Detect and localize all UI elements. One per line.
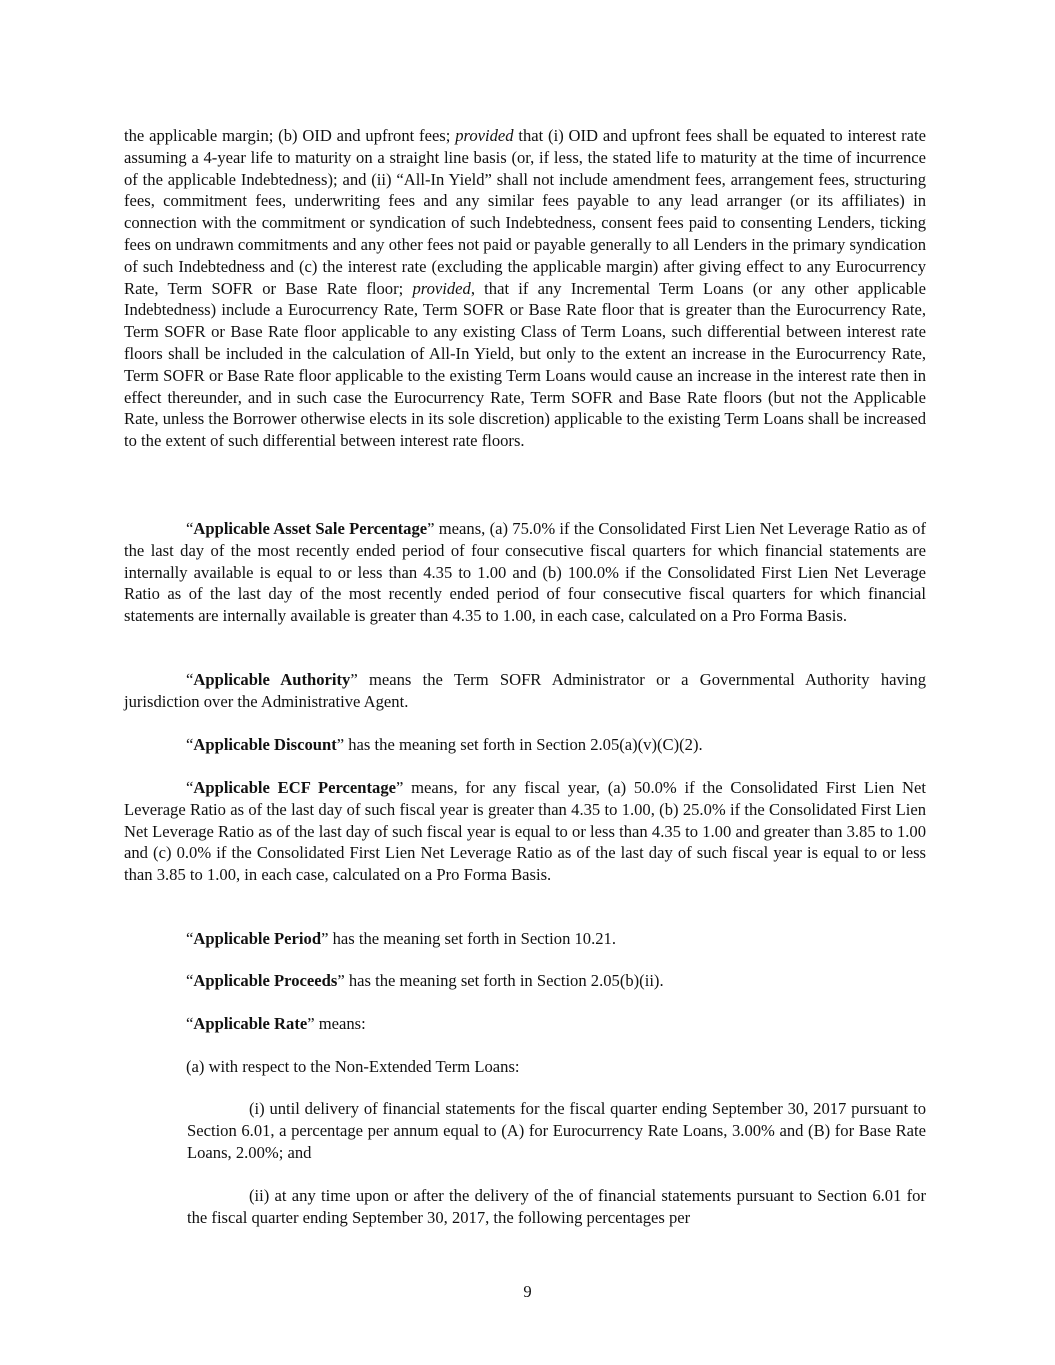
definition-text: ” means, (a) 75.0% if the Consolidated First Lien Net Leverage Ratio as of the last day of the most recently ended period of four consecutive fiscal quarters for which financial statements are internally available is equal to or less than 4.35 to 1.00 and (b) 100.0% if the Consolidated First Lien Net Leverage Ratio as of the last day of the most recently ended period of four consecutive fiscal quarters for which financial statements are internally available is greater than 4.35 to 1.00, in each case, calculated on a Pro Forma Basis.	[124, 519, 926, 626]
definition-text: ” has the meaning set forth in Section 10.21.	[321, 929, 616, 948]
definition-text: ” means:	[307, 1014, 366, 1033]
defined-term: Applicable Discount	[193, 735, 337, 754]
italic-provided: provided	[455, 126, 514, 145]
clause-ii-after-delivery: (ii) at any time upon or after the delivery of the of financial statements pursuant to Section 6.01 for the fiscal quarter ending September 30, 2017, the following percentages per	[187, 1186, 926, 1227]
text-run: that (i) OID and upfront fees shall be equated to interest rate assuming a 4-year life to maturity on a straight line basis (or, if less, the stated life to maturity at the time of incurrence of the applicable Indebtedness); and (ii) “All-In Yield” shall not include amendment fees, arrangement fees, structuring fees, commitment fees, underwriting fees and any similar fees payable to any lead arranger (or its affiliates) in connection with the commitment or syndication of such Indebtedness, consent fees paid to consenting Lenders, ticking fees on undrawn commitments and any other fees not paid or payable generally to all Lenders in the primary syndication of such Indebtedness and (c) the interest rate (excluding the applicable margin) after giving effect to any Eurocurrency Rate, Term SOFR or Base Rate floor;	[124, 126, 926, 298]
definition-applicable-asset-sale-percentage	[124, 518, 926, 627]
open-quote: “	[186, 971, 194, 990]
paragraph-all-in-yield-continuation	[124, 125, 926, 452]
definition-applicable-rate	[124, 1013, 926, 1035]
definition-text: ” has the meaning set forth in Section 2.05(b)(ii).	[337, 971, 664, 990]
definition-applicable-authority	[124, 669, 926, 713]
defined-term: Applicable ECF Percentage	[193, 778, 396, 797]
open-quote: “	[186, 735, 194, 754]
definition-text: ” means, for any fiscal year, (a) 50.0% if the Consolidated First Lien Net Leverage Ratio as of the last day of such fiscal year is greater than 4.35 to 1.00, (b) 25.0% if the Consolidated First Lien Net Leverage Ratio as of the last day of such fiscal year is equal to or less than 4.35 to 1.00 and greater than 3.85 to 1.00 and (c) 0.0% if the Consolidated First Lien Net Leverage Ratio as of the last day of such fiscal year is equal to or less than 3.85 to 1.00, in each case, calculated on a Pro Forma Basis.	[124, 778, 927, 885]
definition-text: ” means the Term SOFR Administrator or a Governmental Authority having jurisdiction over the Administrative Agent.	[124, 670, 926, 711]
text-run: the applicable margin; (b) OID and upfront fees;	[124, 126, 456, 145]
defined-term: Applicable Rate	[193, 1014, 308, 1033]
open-quote: “	[186, 670, 194, 689]
defined-term: Applicable Proceeds	[193, 971, 338, 990]
open-quote: “	[186, 778, 194, 797]
clause-i-until-delivery: (i) until delivery of financial statements for the fiscal quarter ending September 30, 2017 pursuant to Section 6.01, a percentage per annum equal to (A) for Eurocurrency Rate Loans, 3.00% and (B) for Base Rate Loans, 2.00%; and	[187, 1099, 926, 1162]
definition-applicable-period	[124, 928, 926, 950]
defined-term: Applicable Asset Sale Percentage	[193, 519, 428, 538]
definition-applicable-ecf-percentage	[124, 777, 926, 886]
definition-applicable-discount	[124, 734, 926, 756]
open-quote: “	[186, 519, 194, 538]
definition-text: ” has the meaning set forth in Section 2.05(a)(v)(C)(2).	[336, 735, 703, 754]
text-run: , that if any Incremental Term Loans (or any other applicable Indebtedness) include a Eurocurrency Rate, Term SOFR or Base Rate floor that is greater than the Eurocurrency Rate, Term SOFR or Base Rate floor applicable to any existing Class of Term Loans, such differential between interest rate floors shall be included in the calculation of All-In Yield, but only to the extent an increase in the Eurocurrency Rate, Term SOFR or Base Rate floor applicable to the existing Term Loans would cause an increase in the interest rate then in effect thereunder, and in such case the Eurocurrency Rate, Term SOFR and Base Rate floors (but not the Applicable Rate, unless the Borrower otherwise elects in its sole discretion) applicable to the existing Term Loans shall be increased to the extent of such differential between interest rate floors.	[124, 278, 926, 451]
definition-applicable-proceeds	[124, 970, 926, 992]
defined-term: Applicable Period	[193, 929, 322, 948]
open-quote: “	[186, 1014, 194, 1033]
page-number: 9	[523, 1282, 532, 1301]
clause-a-non-extended-term-loans: (a) with respect to the Non-Extended Term Loans:	[186, 1057, 520, 1076]
defined-term: Applicable Authority	[193, 670, 351, 689]
italic-provided: provided	[412, 278, 471, 298]
open-quote: “	[186, 929, 194, 948]
